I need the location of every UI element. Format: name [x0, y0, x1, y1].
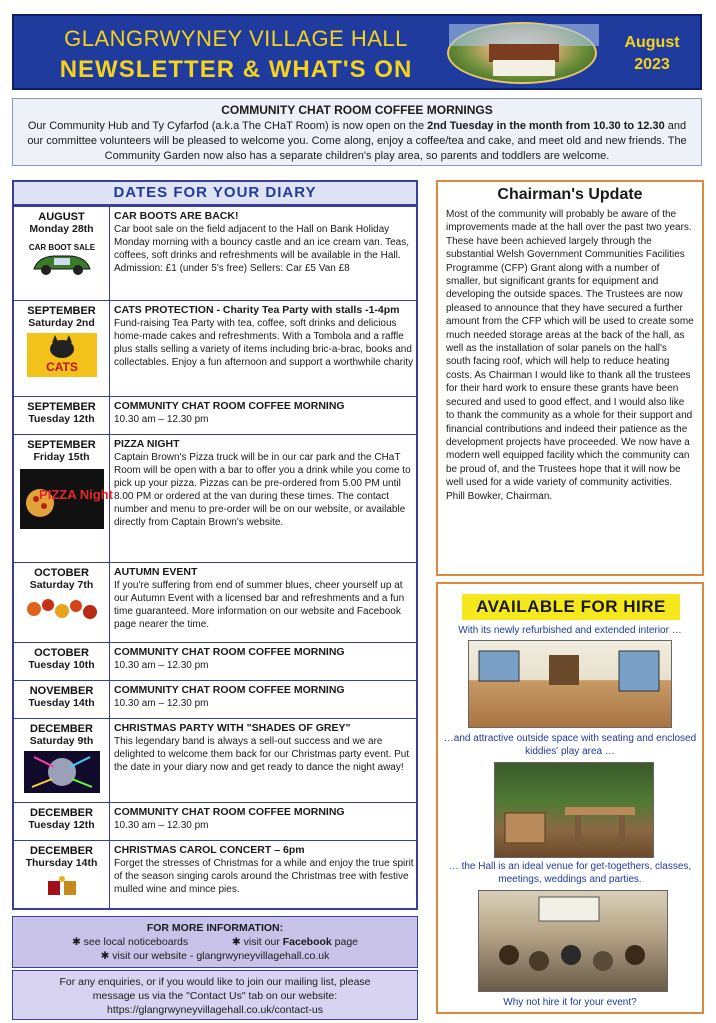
car-boot-sale-image [24, 239, 100, 279]
diary-event [14, 206, 416, 300]
event-details: COMMUNITY CHAT ROOM COFFEE MORNING 10.30 am – 12.30 pm [114, 400, 345, 425]
cats-protection-logo [27, 333, 97, 377]
event-date: SEPTEMBER Saturday 2nd CATS [14, 301, 110, 396]
diary-event [14, 680, 416, 718]
event-details: AUTUMN EVENT If you're suffering from end of summer blues, cheer yourself up at our Autumn Event with a licensed bar and refreshments and a fun time guaranteed. More information on our website and Facebook page nearer the time. [114, 566, 405, 630]
event-party-photo [478, 890, 668, 992]
event-date: OCTOBER Tuesday 10th [14, 643, 110, 680]
hire-title: AVAILABLE FOR HIRE [462, 594, 680, 620]
diary-event [14, 802, 416, 840]
outside-space-photo [494, 762, 654, 858]
newsletter-header [12, 14, 702, 90]
info-facebook[interactable]: ✱ visit our Facebook page [231, 936, 359, 948]
enquiries-line2: message us via the "Contact Us" tab on our website: [92, 990, 338, 1002]
event-details: COMMUNITY CHAT ROOM COFFEE MORNING 10.30 am – 12.30 pm [114, 646, 345, 671]
event-details: CHRISTMAS PARTY WITH "SHADES OF GREY" This legendary band is always a sell-out success and we are delighted to welcome them back for our Christmas party event. Put the date in your diary now and get ready to dance the night away! [114, 722, 410, 773]
event-date: DECEMBER Saturday 9th [14, 719, 110, 802]
event-date: SEPTEMBER Friday 15th PIZZA Night [14, 435, 110, 562]
diary-section [12, 180, 418, 910]
event-date: SEPTEMBER Tuesday 12th [14, 397, 110, 434]
event-date: OCTOBER Saturday 7th [14, 563, 110, 642]
disco-ball-image [24, 751, 100, 793]
hire-caption-interior: With its newly refurbished and extended interior … [458, 625, 682, 636]
info-title: FOR MORE INFORMATION: [146, 922, 284, 934]
event-date: AUGUST Monday 28th CAR BOOT SALE [14, 207, 110, 300]
autumn-leaves-image [24, 595, 100, 625]
diary-event [14, 840, 416, 908]
diary-event [14, 718, 416, 802]
info-website[interactable]: ✱ visit our website - glangrwyneyvillagehall.co.uk [100, 950, 330, 962]
newsletter-title: NEWSLETTER & WHAT'S ON [59, 56, 413, 83]
chairman-signoff: Phill Bowker, Chairman. [446, 490, 553, 502]
village-hall-photo [447, 22, 597, 84]
svg-text:PIZZA Night: PIZZA Night [38, 487, 113, 502]
chairman-title: Chairman's Update [497, 186, 643, 203]
coffee-body: Our Community Hub and Ty Cyfarfod (a.k.a The CHaT Room) is now open on the 2nd Tuesday in the month from 10.30 to 12.30 and our committee volunteers will be pleased to welcome you. Come along, enjoy a coffee/tea and cake, and meet old and new friends. The Community Garden now also has a separate children's play area, so parents and toddlers are welcome. [27, 120, 687, 162]
enquiries-line1: For any enquiries, or if you would like to join our mailing list, please [59, 976, 371, 988]
diary-event [14, 642, 416, 680]
coffee-title: COMMUNITY CHAT ROOM COFFEE MORNINGS [221, 103, 493, 117]
event-date: NOVEMBER Tuesday 14th [14, 681, 110, 718]
chairman-body: Most of the community will probably be aware of the improvements made at the hall over the past two years. These have been achieved largely through the substantial Welsh Government Communities Facilities Programme (CFP) Grant along with a number of smaller, but significant grants for equipment and developing the outside spaces. The Trustees are now pleased to announce that they have secured a further amount from the CFP which will be used to create some much needed storage areas at the back of the hall, as well as the installation of solar panels on the hall's south facing roof, which will help to reduce heating costs. As Chairman I would like to thank all the trustees for their hard work to ensure these grants have been secured and used to good effect, and I would also like to thank the community as a whole for their support and financial contributions and indeed their patience as the development projects have proceeded. We now have a modern well equipped facility which the community can be proud of, and the Trustees hope that it will now be well used for a wide variety of community activities. [446, 209, 694, 489]
issue-date [604, 16, 700, 88]
enquiries-box [12, 970, 418, 1020]
available-for-hire [436, 582, 704, 1014]
event-details: COMMUNITY CHAT ROOM COFFEE MORNING 10.30 am – 12.30 pm [114, 684, 345, 709]
info-noticeboards: ✱ see local noticeboards [71, 936, 189, 948]
more-information-box [12, 916, 418, 968]
event-details: COMMUNITY CHAT ROOM COFFEE MORNING 10.30 am – 12.30 pm [114, 806, 345, 831]
coffee-mornings-box [12, 98, 702, 166]
diary-title: DATES FOR YOUR DIARY [14, 182, 416, 206]
hall-interior-photo [468, 640, 672, 728]
diary-event [14, 434, 416, 562]
event-details: CAR BOOTS ARE BACK! Car boot sale on the field adjacent to the Hall on Bank Holiday Monday morning with a bouncy castle and an ice cream van. Teas, coffees, soft drinks and refreshments will be available in the Hall. Admission: £1 (under 5's free) Sellers: Car £5 Van £8 [114, 210, 409, 274]
diary-event [14, 562, 416, 642]
diary-event [14, 396, 416, 434]
hire-caption-venue: … the Hall is an ideal venue for get-togethers, classes, meetings, weddings and parties. [448, 861, 692, 885]
svg-text:CATS: CATS [45, 360, 78, 374]
header-title [26, 26, 446, 84]
contact-us-link[interactable]: https://glangrwyneyvillagehall.co.uk/contact-us [107, 1004, 323, 1016]
hire-caption-outside: …and attractive outside space with seating and enclosed kiddies' play area … [443, 733, 697, 757]
mulled-wine-image [42, 873, 82, 899]
info-links [13, 935, 417, 949]
chairmans-update [436, 180, 704, 576]
diary-event [14, 300, 416, 396]
event-details: PIZZA NIGHT Captain Brown's Pizza truck will be in our car park and the CHaT Room will be open with a bar to offer you a drink while you come to pick up your pizza. Pizzas can be pre-ordered from 5.00 PM until 8.00 PM or ordered at the van during these times. The contact number and menu to pre-order will be on our website, or available directly from Captain Brown's website. [114, 438, 411, 528]
hire-caption-cta: Why not hire it for your event? [503, 997, 637, 1008]
event-details: CHRISTMAS CAROL CONCERT – 6pm Forget the stresses of Christmas for a while and enjoy the true spirit of the season singing carols around the Christmas tree with festive mulled wine and mince pies. [114, 844, 414, 895]
issue-year: 2023 [634, 56, 670, 73]
svg-text:CAR BOOT SALE: CAR BOOT SALE [28, 243, 95, 252]
village-hall-name: GLANGRWYNEY VILLAGE HALL [64, 26, 408, 51]
issue-month: August [624, 34, 680, 51]
event-details: CATS PROTECTION - Charity Tea Party with stalls -1-4pm Fund-raising Tea Party with tea, coffee, soft drinks and delicious home-made cakes and refreshments. With a Tombola and a raffle plus stalls selling a variety of items including bric-a-brac, books and collectables. Enjoy a fun afternoon and support a worthwhile charity [114, 304, 414, 368]
event-date: DECEMBER Tuesday 12th [14, 803, 110, 840]
event-date: DECEMBER Thursday 14th [14, 841, 110, 908]
